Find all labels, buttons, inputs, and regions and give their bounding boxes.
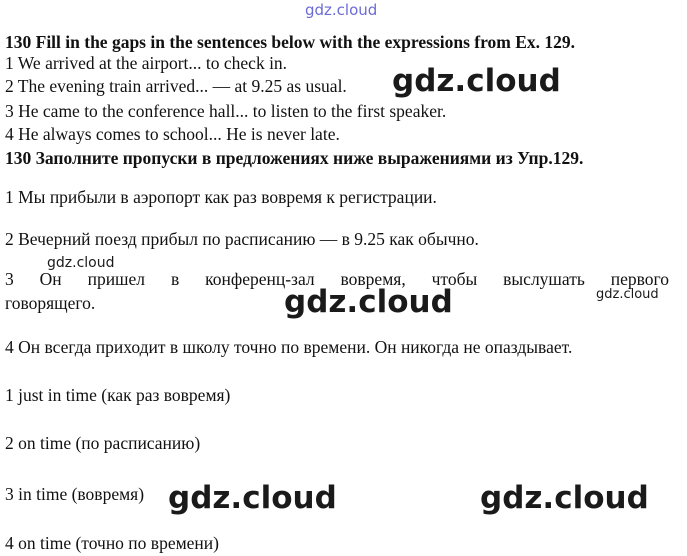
answer-1: 1 just in time (как раз вовремя)	[5, 385, 231, 405]
word: 3	[5, 269, 14, 289]
exercise-heading-ru: 130 Заполните пропуски в предложениях ниже выражениями из Упр.129.	[5, 148, 584, 168]
answer-3: 3 in time (вовремя)	[5, 484, 145, 504]
word: Он	[39, 269, 62, 289]
exercise-heading-en: 130 Fill in the gaps in the sentences below with the expressions from Ex. 129.	[5, 32, 576, 52]
watermark-4: gdz.cloud	[480, 480, 649, 516]
watermark-3: gdz.cloud	[168, 480, 337, 516]
word: в	[170, 269, 180, 289]
watermark-top: gdz.cloud	[305, 1, 378, 19]
watermark-2: gdz.cloud	[284, 284, 453, 320]
word: пришел	[87, 269, 146, 289]
word: конференц-зал	[205, 269, 315, 289]
watermark-small-2: gdz.cloud	[596, 287, 659, 302]
word: выслушать	[503, 269, 585, 289]
sentence-en-4: 4 He always comes to school... He is never late.	[5, 124, 340, 144]
sentence-ru-3-continuation: говорящего.	[5, 293, 96, 313]
sentence-ru-4: 4 Он всегда приходит в школу точно по времени. Он никогда не опаздывает.	[5, 337, 573, 357]
answer-4: 4 on time (точно по времени)	[5, 533, 219, 553]
word: вовремя,	[340, 269, 406, 289]
sentence-ru-1: 1 Мы прибыли в аэропорт как раз вовремя к регистрации.	[5, 187, 437, 207]
watermark-1: gdz.cloud	[392, 63, 561, 99]
sentence-en-1: 1 We arrived at the airport... to check in.	[5, 53, 288, 73]
sentence-ru-2: 2 Вечерний поезд прибыл по расписанию — в 9.25 как обычно.	[5, 229, 479, 249]
word: чтобы	[431, 269, 478, 289]
answer-2: 2 on time (по расписанию)	[5, 433, 201, 453]
watermark-small-1: gdz.cloud	[47, 255, 115, 271]
sentence-en-3: 3 He came to the conference hall... to listen to the first speaker.	[5, 101, 447, 121]
sentence-en-2: 2 The evening train arrived... — at 9.25 as usual.	[5, 76, 347, 96]
word: первого	[610, 269, 670, 289]
